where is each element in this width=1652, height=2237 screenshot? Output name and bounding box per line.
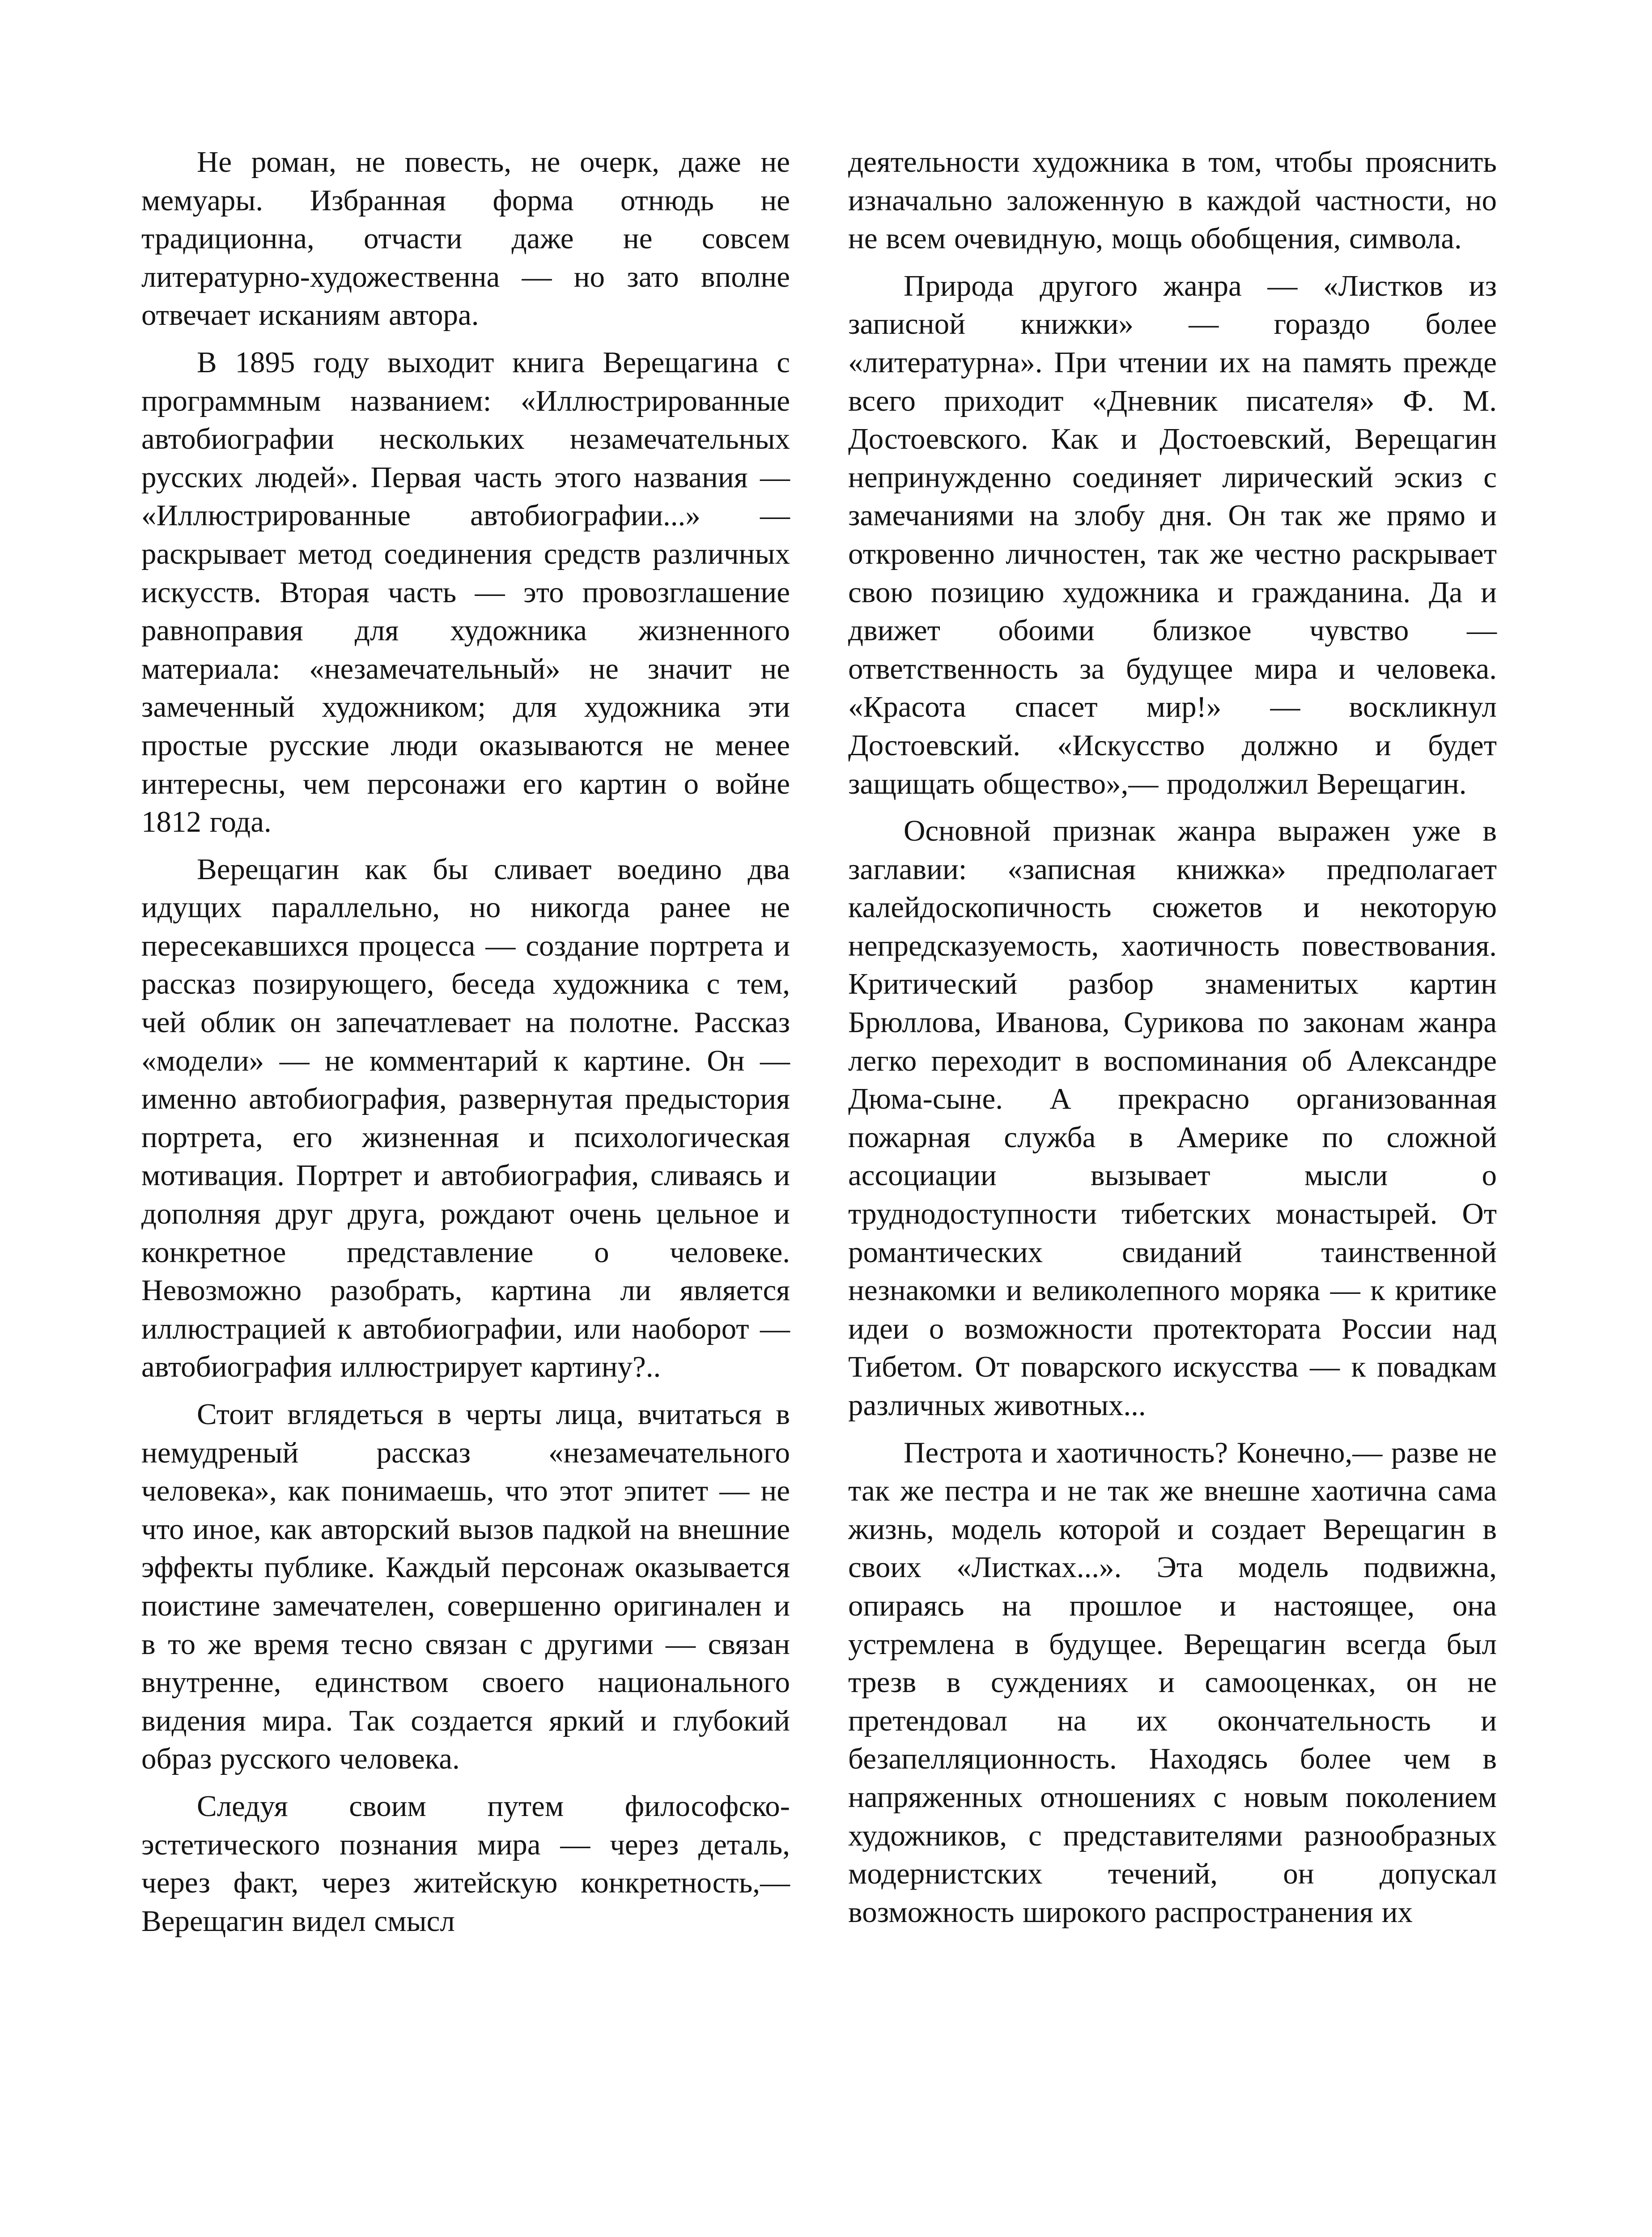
paragraph: Пестрота и хаотичность? Конечно,— разве не так же пестра и не так же внешне хаотична сама жизнь, модель которой и создает Верещагин в своих «Листках...». Эта модель подвижна, опираясь на прошлое и настоящее, она устремлена в будущее. Верещагин всегда был трезв в суждениях и самооценках, он не претендовал на их окончательность и безапелляционность. Находясь более чем в напряженных отношениях с новым поколением художников, с представителями разнообразных модернистских течений, он допускал возможность широкого распространения их [848,1436,1497,1929]
left-text-column [141,143,790,1949]
paragraph-continued: деятельности художника в том, чтобы прояснить изначально заложенную в каждой частности, но не всем очевидную, мощь обобщения, символа. [848,145,1497,255]
paragraph: Следуя своим путем философско-эстетического познания мира — через деталь, через факт, через житейскую конкретность,— Верещагин видел смысл [141,1789,790,1938]
paragraph: Верещагин как бы сливает воедино два идущих параллельно, но никогда ранее не пересекавшихся процесса — создание портрета и рассказ позирующего, беседа художника с тем, чей облик он запечатлевает на полотне. Рассказ «модели» — не комментарий к картине. Он — именно автобиография, развернутая предыстория портрета, его жизненная и психологическая мотивация. Портрет и автобиография, сливаясь и дополняя друг друга, рождают очень цельное и конкретное представление о человеке. Невозможно разобрать, картина ли является иллюстрацией к автобиографии, или наоборот — автобиография иллюстрирует картину?.. [141,852,790,1384]
paragraph: Основной признак жанра выражен уже в заглавии: «записная книжка» предполагает калейдоскопичность сюжетов и некоторую непредсказуемость, хаотичность повествования. Критический разбор знаменитых картин Брюллова, Иванова, Сурикова по законам жанра легко переходит в воспоминания об Александре Дюма-сыне. А прекрасно организованная пожарная служба в Америке по сложной ассоциации вызывает мысли о труднодоступности тибетских монастырей. От романтических свиданий таинственной незнакомки и великолепного моряка — к критике идеи о возможности протектората России над Тибетом. От поварского искусства — к повадкам различных животных... [848,814,1497,1422]
paragraph: Природа другого жанра — «Листков из записной книжки» — гораздо более «литературна». При чтении их на память прежде всего приходит «Дневник писателя» Ф. М. Достоевского. Как и Достоевский, Верещагин непринужденно соединяет лирический эскиз с замечаниями на злобу дня. Он так же прямо и откровенно личностен, так же честно раскрывает свою позицию художника и гражданина. Да и движет обоими близкое чувство — ответственность за будущее мира и человека. «Красота спасет мир!» — воскликнул Достоевский. «Искусство должно и будет защищать общество»,— продолжил Верещагин. [848,269,1497,800]
right-text-column [848,143,1497,1940]
paragraph: В 1895 году выходит книга Верещагина с программным названием: «Иллюстрированные автобиографии нескольких незамечательных русских людей». Первая часть этого названия — «Иллюстрированные автобиографии...» — раскрывает метод соединения средств различных искусств. Вторая часть — это провозглашение равноправия для художника жизненного материала: «незамечательный» не значит не замеченный художником; для художника эти простые русские люди оказываются не менее интересны, чем персонажи его картин о войне 1812 года. [141,345,790,839]
paragraph: Стоит вглядеться в черты лица, вчитаться в немудреный рассказ «незамечательного человека», как понимаешь, что этот эпитет — не что иное, как авторский вызов падкой на внешние эффекты публике. Каждый персонаж оказывается поистине замечателен, совершенно оригинален и в то же время тесно связан с другими — связан внутренне, единством своего национального видения мира. Так создается яркий и глубокий образ русского человека. [141,1398,790,1776]
paragraph: Не роман, не повесть, не очерк, даже не мемуары. Избранная форма отнюдь не традиционна, отчасти даже не совсем литературно-художественна — но зато вполне отвечает исканиям автора. [141,145,790,332]
